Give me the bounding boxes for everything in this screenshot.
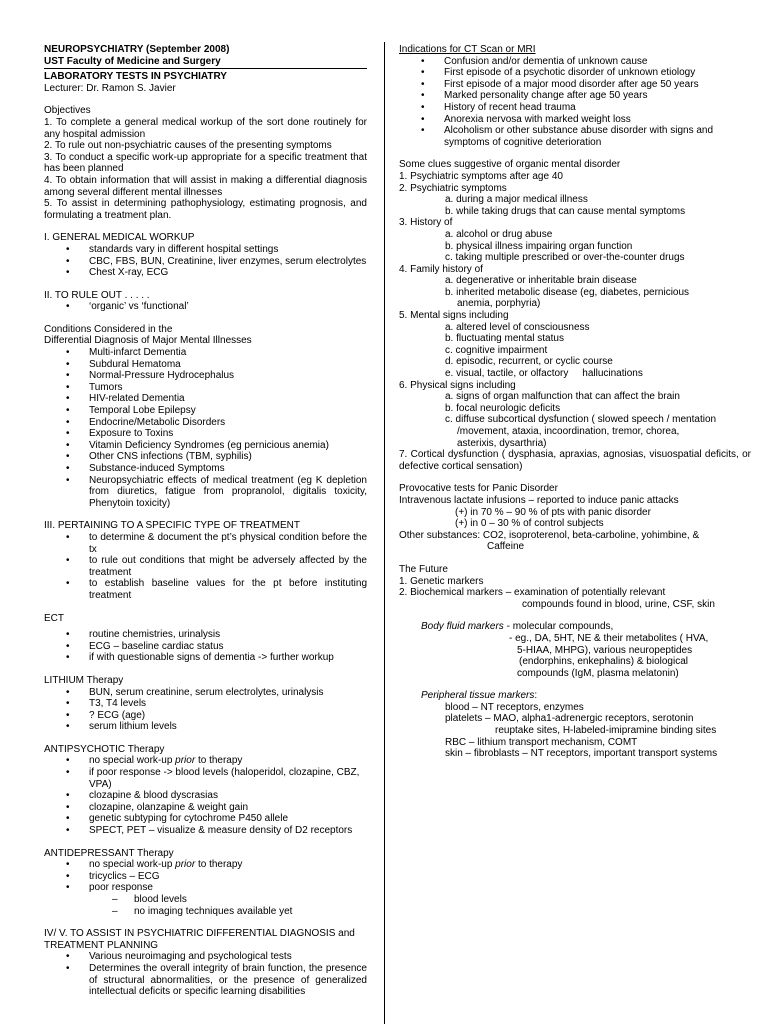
clue-subitem: a. degenerative or inheritable brain disease: [445, 275, 637, 287]
body-fluid-line: (endorphins, enkephalins) & biological: [519, 656, 688, 668]
body-fluid-markers: Body fluid markers - molecular compounds,: [421, 621, 614, 633]
body-fluid-line: 5-HIAA, MHPG), various neuropeptides: [517, 644, 693, 656]
list-item: • to determine & document the pt’s physical condition before the tx: [44, 532, 367, 555]
clue-subitem: a. alcohol or drug abuse: [445, 228, 553, 240]
clue-item: 2. Psychiatric symptoms: [399, 182, 507, 194]
clue-subitem: b. inherited metabolic disease (eg, diabetes, pernicious: [445, 286, 690, 298]
ect-heading: ECT: [44, 612, 64, 624]
list-item: • to establish baseline values for the pt before instituting treatment: [44, 578, 367, 601]
lithium-heading: LITHIUM Therapy: [44, 674, 124, 686]
clue-item: 1. Psychiatric symptoms after age 40: [399, 170, 563, 182]
clue-item: 3. History of: [399, 217, 453, 229]
header-rule: [44, 68, 367, 69]
objective-item: 3. To conduct a specific work-up appropriate for a specific treatment that has been planned: [44, 151, 367, 175]
clue-item: 6. Physical signs including: [399, 379, 516, 391]
right-column: [399, 44, 751, 760]
ct-mri-list: [399, 56, 751, 149]
clue-item: 7. Cortical dysfunction ( dysphasia, apraxias, agnosias, visuospatial deficits, or defective cortical sensation): [399, 449, 751, 472]
list-item: • Confusion and/or dementia of unknown cause: [399, 56, 751, 68]
list-item: • History of recent head trauma: [399, 102, 751, 114]
clue-subitem: e. visual, tactile, or olfactory hallucinations: [445, 368, 643, 380]
list-item: • to rule out conditions that might be adversely affected by the treatment: [44, 555, 367, 578]
peripheral-line: blood – NT receptors, enzymes: [445, 701, 584, 713]
provocative-line: Caffeine: [487, 541, 525, 553]
clue-subitem: c. taking multiple prescribed or over-the-counter drugs: [445, 252, 685, 264]
list-item: • if with questionable signs of dementia -> further workup: [44, 652, 367, 664]
topic-title: LABORATORY TESTS IN PSYCHIATRY: [44, 71, 227, 83]
objectives-list: [44, 117, 367, 221]
peripheral-tissue-markers: Peripheral tissue markers:: [421, 690, 538, 702]
peripheral-line: platelets – MAO, alpha1-adrenergic receptors, serotonin: [445, 713, 694, 725]
future-item: 2. Biochemical markers – examination of potentially relevant: [399, 587, 666, 599]
clue-subitem: b. fluctuating mental status: [445, 333, 564, 345]
antipsychotic-list: [44, 755, 367, 836]
list-item: • ‘organic’ vs ‘functional’: [44, 301, 367, 313]
antidepressant-heading: ANTIDEPRESSANT Therapy: [44, 847, 174, 859]
list-item: • BUN, serum creatinine, serum electrolytes, urinalysis: [44, 687, 367, 699]
body-fluid-line: - eg., DA, 5HT, NE & their metabolites ( HVA,: [509, 632, 709, 644]
list-item: • Multi-infarct Dementia: [44, 347, 367, 359]
institution: UST Faculty of Medicine and Surgery: [44, 55, 221, 67]
list-item: • Substance-induced Symptoms: [44, 463, 367, 475]
list-item: • Various neuroimaging and psychological tests: [44, 951, 367, 963]
general-workup-list: [44, 244, 367, 279]
document-title: NEUROPSYCHIATRY (September 2008): [44, 44, 230, 55]
list-item: • Normal-Pressure Hydrocephalus: [44, 370, 367, 382]
peripheral-line: skin – fibroblasts – NT receptors, important transport systems: [445, 748, 718, 760]
body-fluid-line: compounds (IgM, plasma melatonin): [517, 667, 679, 679]
clue-subitem: b. while taking drugs that can cause mental symptoms: [445, 205, 686, 217]
list-item: • First episode of a major mood disorder after age 50 years: [399, 79, 751, 91]
rule-out-heading: II. TO RULE OUT . . . . .: [44, 289, 150, 301]
conditions-list: [44, 347, 367, 509]
list-item: • First episode of a psychotic disorder of unknown etiology: [399, 67, 751, 79]
specific-treatment-heading: III. PERTAINING TO A SPECIFIC TYPE OF TREATMENT: [44, 520, 300, 532]
list-item: • Marked personality change after age 50 years: [399, 90, 751, 102]
future-item: 1. Genetic markers: [399, 575, 484, 587]
peripheral-line: RBC – lithium transport mechanism, COMT: [445, 736, 638, 748]
provocative-line: (+) in 70 % – 90 % of pts with panic disorder: [455, 506, 651, 518]
clues-heading: Some clues suggestive of organic mental disorder: [399, 159, 621, 171]
provocative-heading: Provocative tests for Panic Disorder: [399, 483, 558, 495]
list-item: • if poor response -> blood levels (haloperidol, clozapine, CBZ, VPA): [44, 767, 367, 790]
clue-subitem: a. altered level of consciousness: [445, 321, 590, 333]
list-item: • Exposure to Toxins: [44, 428, 367, 440]
lithium-list: [44, 687, 367, 733]
clue-subitem: c. cognitive impairment: [445, 344, 548, 356]
list-item: • no special work-up prior to therapy: [44, 859, 367, 871]
clue-subitem: c. diffuse subcortical dysfunction ( slowed speech / mentation: [445, 414, 717, 426]
differential-list: [44, 951, 367, 997]
list-item: • Vitamin Deficiency Syndromes (eg pernicious anemia): [44, 440, 367, 452]
future-heading: The Future: [399, 563, 448, 575]
provocative-line: Other substances: CO2, isoproterenol, beta-carboline, yohimbine, &: [399, 529, 700, 541]
objectives-heading: Objectives: [44, 105, 91, 117]
list-item: • Temporal Lobe Epilepsy: [44, 405, 367, 417]
rule-out-list: [44, 301, 367, 313]
peripheral-line: reuptake sites, H-labeled-imipramine binding sites: [495, 725, 717, 737]
list-item: • ECG – baseline cardiac status: [44, 641, 367, 653]
objective-item: 2. To rule out non-psychiatric causes of the presenting symptoms: [44, 140, 332, 152]
list-item: • SPECT, PET – visualize & measure density of D2 receptors: [44, 825, 367, 837]
clue-subitem: asterixis, dysarthria): [457, 437, 547, 449]
list-item: • tricyclics – ECG: [44, 871, 367, 883]
list-item: • no special work-up prior to therapy: [44, 755, 367, 767]
specific-treatment-list: [44, 532, 367, 602]
antipsychotic-heading: ANTIPSYCHOTIC Therapy: [44, 743, 165, 755]
conditions-subheading: Differential Diagnosis of Major Mental Illnesses: [44, 335, 252, 347]
list-item: – no imaging techniques available yet: [44, 906, 367, 918]
left-column: [44, 44, 367, 998]
clue-subitem: a. signs of organ malfunction that can affect the brain: [445, 391, 680, 403]
clue-subitem: anemia, porphyria): [457, 298, 541, 310]
list-item: • standards vary in different hospital settings: [44, 244, 367, 256]
differential-heading: IV/ V. TO ASSIST IN PSYCHIATRIC DIFFERENTIAL DIAGNOSIS and TREATMENT PLANNING: [44, 928, 355, 951]
objective-item: 1. To complete a general medical workup of the sort done routinely for any hospital admission: [44, 116, 367, 140]
provocative-line: (+) in 0 – 30 % of control subjects: [455, 518, 604, 530]
ct-mri-heading: Indications for CT Scan or MRI: [399, 44, 536, 55]
list-item: • clozapine & blood dyscrasias: [44, 790, 367, 802]
antidepressant-list: [44, 859, 367, 894]
list-item: • genetic subtyping for cytochrome P450 allele: [44, 813, 367, 825]
clue-subitem: b. focal neurologic deficits: [445, 402, 561, 414]
list-item: • Subdural Hematoma: [44, 359, 367, 371]
ect-list: [44, 629, 367, 664]
list-item: • Anorexia nervosa with marked weight loss: [399, 114, 751, 126]
clue-subitem: /movement, ataxia, incoordination, tremor, chorea,: [457, 426, 680, 437]
list-item: • CBC, FBS, BUN, Creatinine, liver enzymes, serum electrolytes: [44, 256, 367, 268]
list-item: • poor response: [44, 882, 367, 894]
list-item: • T3, T4 levels: [44, 698, 367, 710]
list-item: • Tumors: [44, 382, 367, 394]
list-item: • ? ECG (age): [44, 710, 367, 722]
clue-subitem: d. episodic, recurrent, or cyclic course: [445, 356, 613, 368]
list-item: – blood levels: [44, 894, 367, 906]
list-item: • Endocrine/Metabolic Disorders: [44, 417, 367, 429]
list-item: • clozapine, olanzapine & weight gain: [44, 802, 367, 814]
list-item: • Chest X-ray, ECG: [44, 267, 367, 279]
antidepressant-sublist: [44, 894, 367, 917]
objective-item: 5. To assist in determining pathophysiology, estimating prognosis, and formulating a treatment plan.: [44, 198, 367, 221]
clue-item: 4. Family history of: [399, 263, 483, 275]
list-item: • Alcoholism or other substance abuse disorder with signs and symptoms of cognitive deterioration: [399, 125, 751, 148]
column-divider: [384, 42, 385, 1024]
list-item: • HIV-related Dementia: [44, 393, 367, 405]
lecturer: Lecturer: Dr. Ramon S. Javier: [44, 82, 176, 94]
list-item: • serum lithium levels: [44, 721, 367, 733]
list-item: • Determines the overall integrity of brain function, the presence of structural abnormalities, or the presence of generalized intellectual deficits or specific learning disabilities: [44, 963, 367, 998]
clue-subitem: b. physical illness impairing organ function: [445, 240, 633, 252]
provocative-line: Intravenous lactate infusions – reported to induce panic attacks: [399, 494, 679, 506]
list-item: • Neuropsychiatric effects of medical treatment (eg K depletion from diuretics, fatigue from propranolol, digitalis toxicity, Phenytoin toxicity): [44, 475, 367, 510]
list-item: • routine chemistries, urinalysis: [44, 629, 367, 641]
objective-item: 4. To obtain information that will assist in making a differential diagnosis among several different mental illnesses: [44, 174, 367, 198]
list-item: • Other CNS infections (TBM, syphilis): [44, 451, 367, 463]
conditions-heading: Conditions Considered in the: [44, 323, 173, 335]
general-workup-heading: I. GENERAL MEDICAL WORKUP: [44, 232, 195, 244]
future-item: compounds found in blood, urine, CSF, skin: [522, 598, 715, 610]
clue-item: 5. Mental signs including: [399, 310, 509, 322]
clue-subitem: a. during a major medical illness: [445, 194, 588, 206]
